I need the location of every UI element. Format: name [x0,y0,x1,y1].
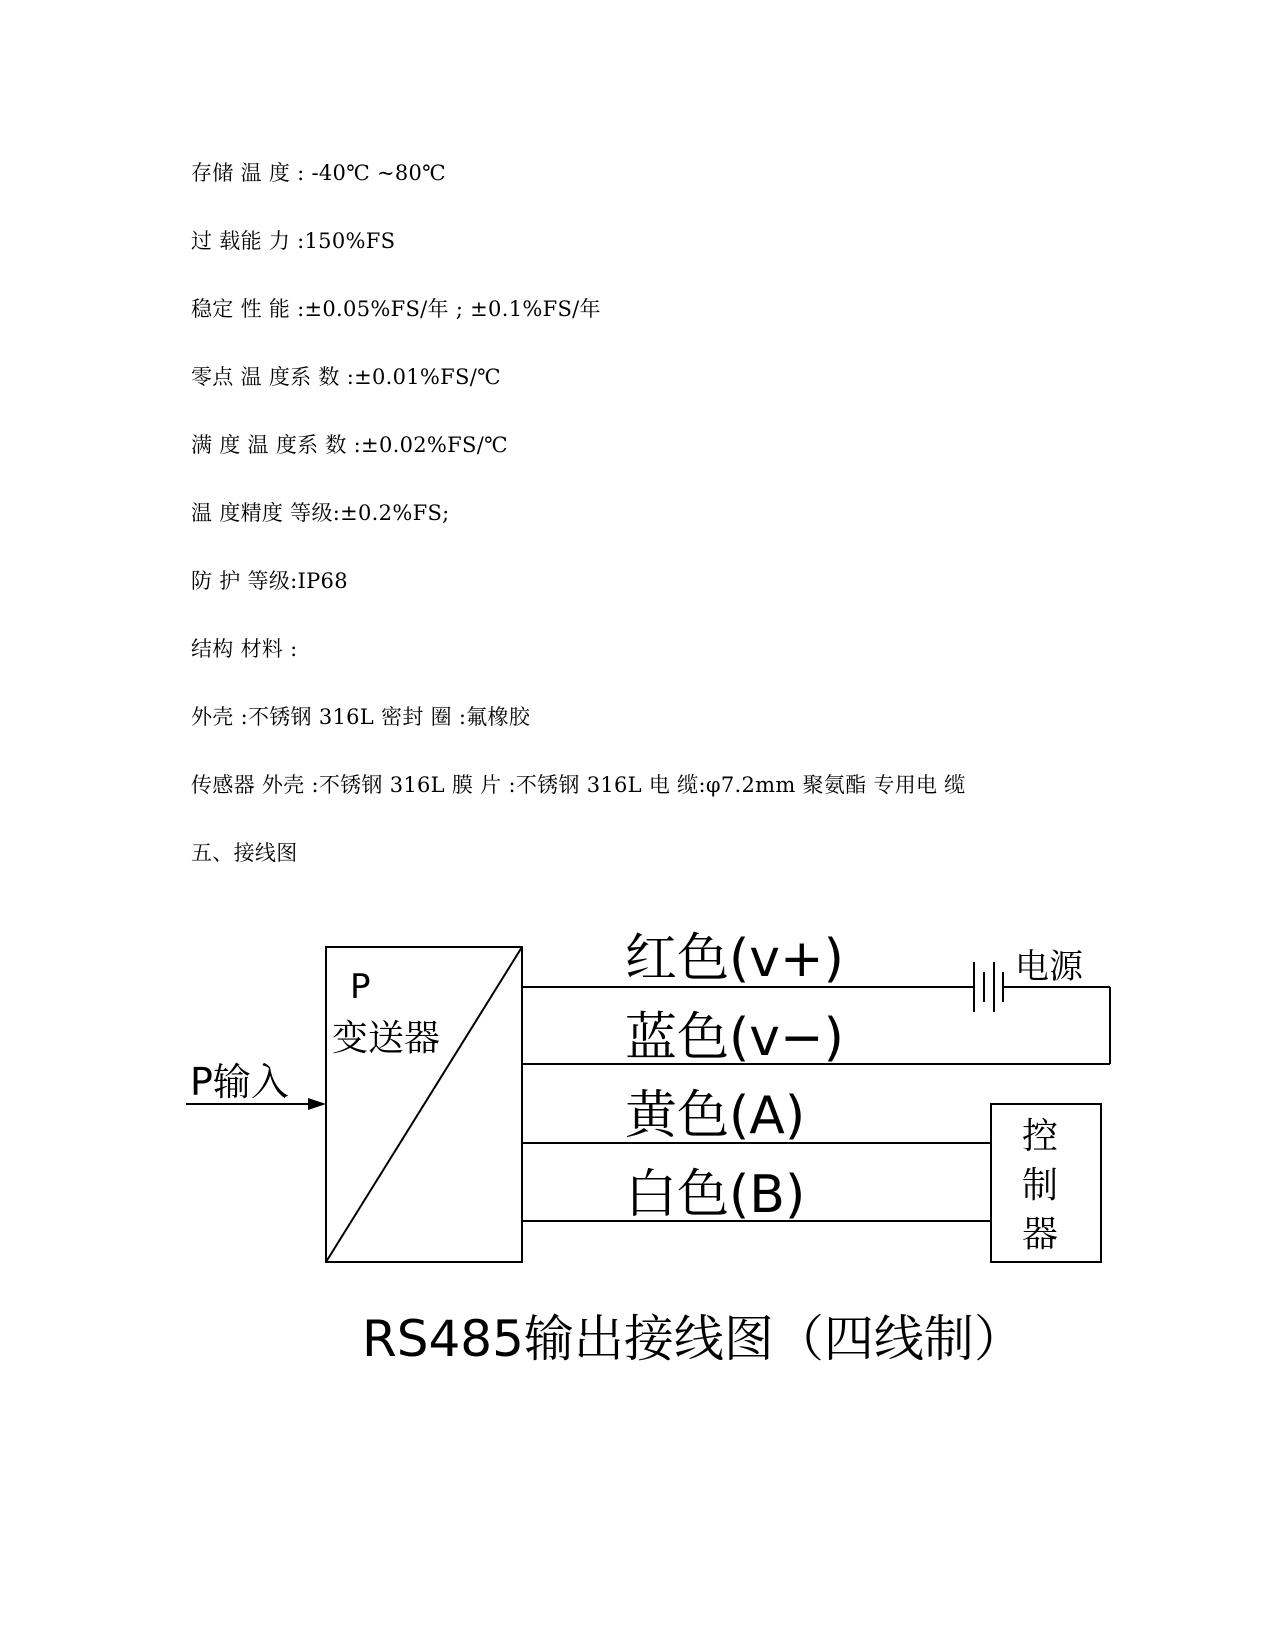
spec-line-structure-material: 结构 材料 : [191,637,298,661]
spec-line-storage-temp: 存储 温 度 : -40℃ ~80℃ [191,161,446,185]
controller-char-2: 制 [1022,1165,1059,1206]
diagram-caption: RS485输出接线图（四线制） [362,1310,1024,1368]
wire-blue-label: 蓝色(v−) [625,1008,844,1068]
power-label: 电源 [1015,947,1083,987]
input-arrow-head [308,1098,326,1110]
wire-yellow-label: 黄色(A) [625,1086,806,1146]
spec-line-housing: 外壳 :不锈钢 316L 密封 圈 :氟橡胶 [191,705,531,729]
controller-char-1: 控 [1022,1116,1059,1157]
transmitter-p-label: P [350,967,371,1007]
controller-char-3: 器 [1022,1214,1059,1255]
input-label: P输入 [190,1060,289,1104]
transmitter-label: 变送器 [332,1018,441,1059]
wire-red-label: 红色(v+) [625,929,844,989]
wire-white-label: 白色(B) [625,1165,806,1225]
spec-line-protection: 防 护 等级:IP68 [191,569,348,593]
spec-line-stability: 稳定 性 能 :±0.05%FS/年 ; ±0.1%FS/年 [191,297,601,321]
spec-line-fullscale-temp-coef: 满 度 温 度系 数 :±0.02%FS/℃ [191,433,508,457]
spec-line-zero-temp-coef: 零点 温 度系 数 :±0.01%FS/℃ [191,365,501,389]
spec-line-overload: 过 载能 力 :150%FS [191,229,396,253]
spec-line-sensor-housing: 传感器 外壳 :不锈钢 316L 膜 片 :不锈钢 316L 电 缆:φ7.2mm 聚氨酯 专用电 缆 [191,773,966,797]
spec-line-temp-accuracy: 温 度精度 等级:±0.2%FS; [191,501,450,525]
section-heading-wiring: 五、接线图 [191,841,298,865]
